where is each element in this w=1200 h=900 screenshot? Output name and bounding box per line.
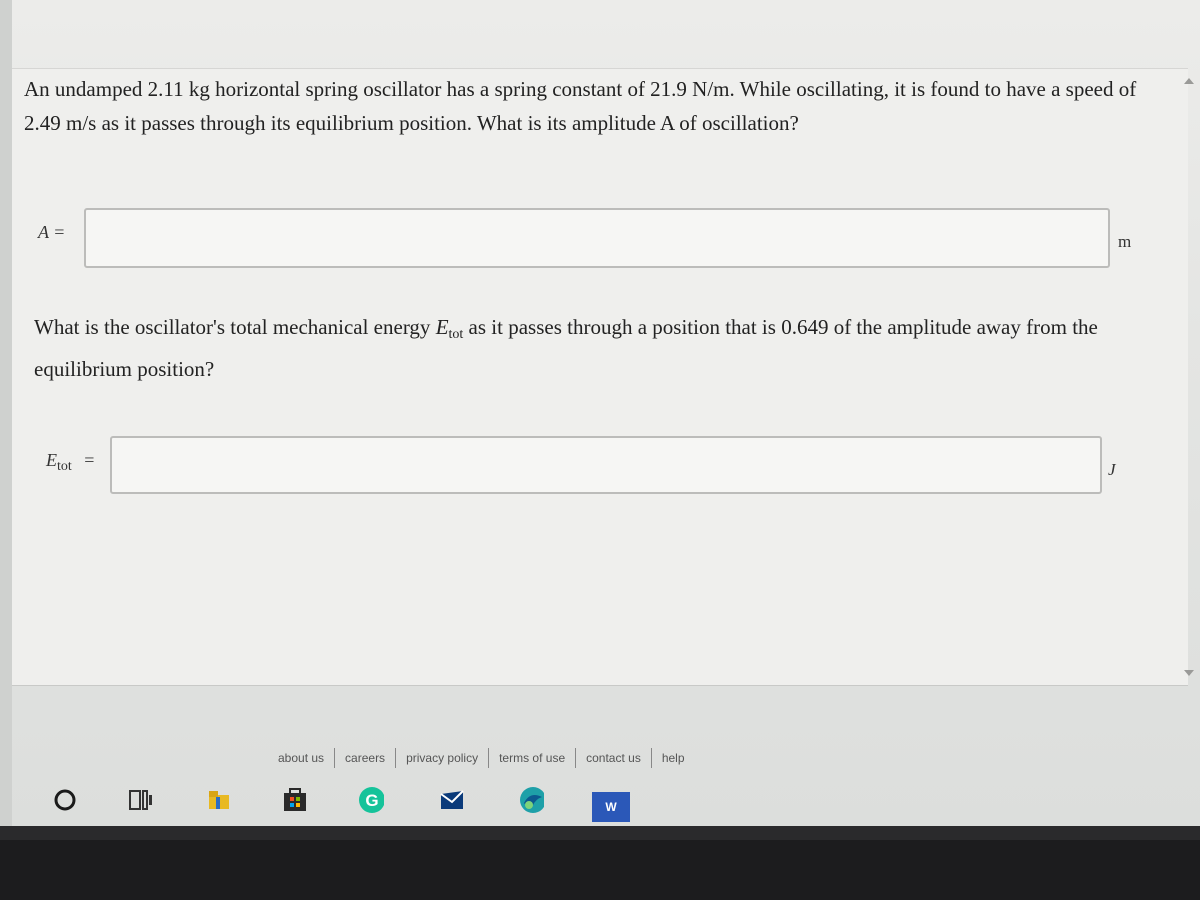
question-2-text-part2: as it passes through a position that is 0.649 of the amplitude away from the equilibrium position? bbox=[34, 315, 1098, 381]
energy-symbol-sub: tot bbox=[448, 327, 464, 342]
amplitude-unit: m bbox=[1118, 232, 1132, 251]
grammarly-icon[interactable] bbox=[358, 787, 384, 813]
laptop-bezel bbox=[0, 826, 1200, 840]
task-view-icon[interactable] bbox=[128, 787, 154, 813]
energy-label-equals: = bbox=[84, 450, 95, 470]
footer-link-terms-of-use[interactable]: terms of use bbox=[499, 751, 566, 765]
word-letter: W bbox=[605, 800, 617, 814]
energy-answer-input[interactable] bbox=[110, 436, 1102, 494]
edge-icon[interactable] bbox=[518, 787, 544, 813]
energy-symbol: E bbox=[435, 315, 449, 339]
energy-unit: J bbox=[1108, 460, 1116, 479]
store-icon[interactable] bbox=[282, 787, 308, 813]
amplitude-answer-input[interactable] bbox=[84, 208, 1110, 268]
footer-link-help[interactable]: help bbox=[661, 751, 685, 765]
energy-label-symbol: E bbox=[46, 450, 57, 470]
word-icon[interactable] bbox=[592, 792, 630, 822]
energy-label-sub: tot bbox=[57, 459, 72, 474]
question-2-text bbox=[34, 310, 1134, 386]
question-1-text: An undamped 2.11 kg horizontal spring oscillator has a spring constant of 21.9 N/m. While oscillating, it is found to have a speed of 2.49 m/s as it passes through its equilibrium position. What is its amplitude A of oscillation? bbox=[24, 77, 1137, 135]
amplitude-label: A = bbox=[38, 222, 66, 242]
footer-link-about-us[interactable]: about us bbox=[278, 751, 325, 765]
energy-label bbox=[46, 450, 94, 475]
footer-links bbox=[268, 748, 695, 768]
scroll-up-icon[interactable] bbox=[1184, 78, 1194, 84]
scroll-down-icon[interactable] bbox=[1184, 670, 1194, 676]
footer-link-privacy-policy[interactable]: privacy policy bbox=[406, 751, 479, 765]
grammarly-letter: G bbox=[365, 791, 379, 810]
window-edge bbox=[0, 0, 12, 840]
file-explorer-icon[interactable] bbox=[206, 787, 232, 813]
cortana-icon[interactable] bbox=[52, 787, 78, 813]
footer-link-careers[interactable]: careers bbox=[345, 751, 386, 765]
footer-link-contact-us[interactable]: contact us bbox=[586, 751, 641, 765]
mail-icon[interactable] bbox=[438, 787, 464, 813]
question-2-text-part1: What is the oscillator's total mechanical energy bbox=[34, 315, 436, 339]
